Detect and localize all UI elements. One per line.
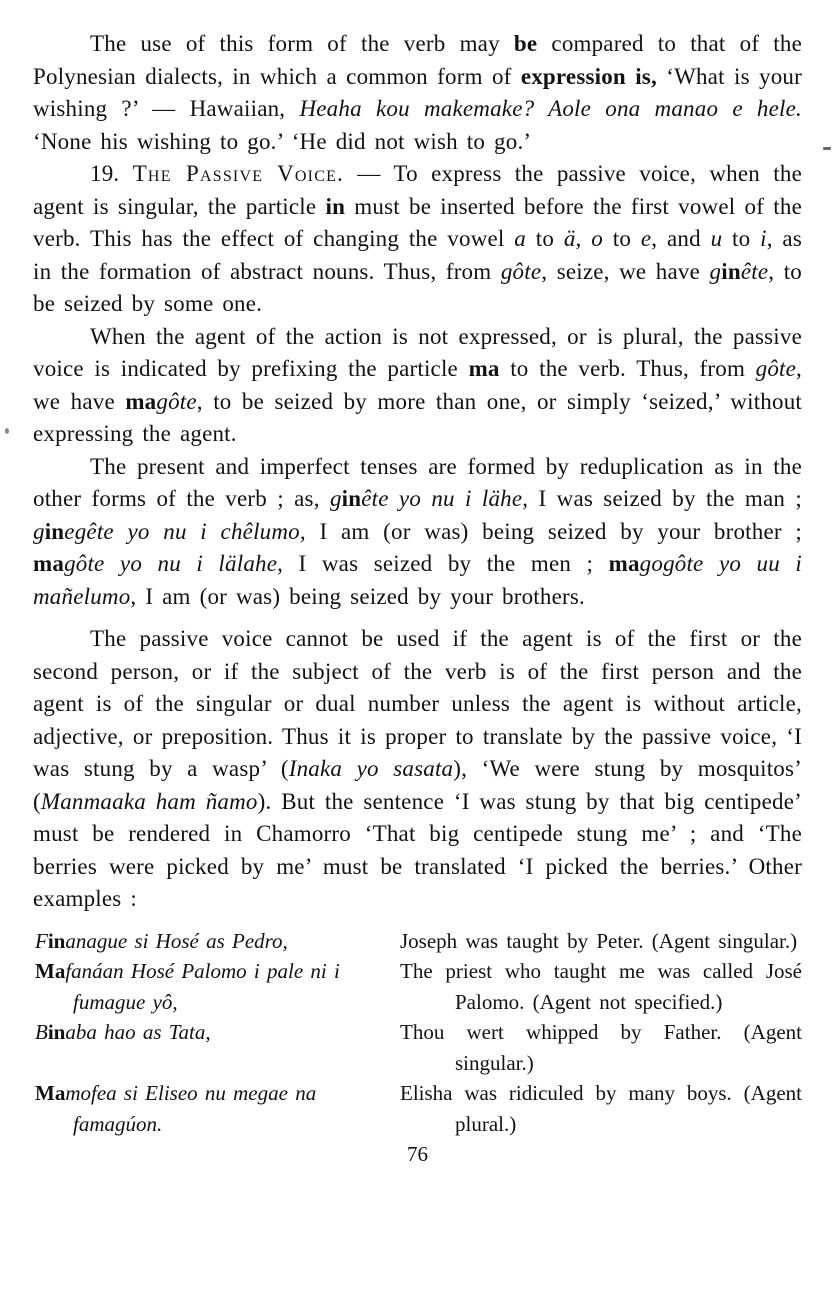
page-number: 76 [407,1142,428,1166]
chamorro-segment: fanáan Hosé Palomo i pale ni i fumague yô, [65,959,340,1014]
text-segment: in [325,193,346,219]
text-segment: be [513,31,538,56]
text-segment: , I am (or was) being seized by your brothers. [130,583,585,609]
text-segment: gôte [500,258,542,284]
translation-segment: Elisha was ridiculed by many boys. (Agent plural.) [400,1081,802,1136]
text-segment: ), ‘We were stung by mosquitos’ ( [33,756,802,814]
chamorro-segment: in [47,1020,66,1044]
text-segment: , we have [33,356,802,414]
text-segment: in [44,518,65,544]
paragraph [33,158,802,321]
example-row [33,1078,802,1139]
text-segment: ête yo nu i lähe [361,486,523,511]
example-row [33,956,802,1017]
text-segment: , to be seized by more than one, or simply ‘seized,’ without expressing the agent. [33,388,802,446]
text-segment: ête [740,258,769,284]
text-segment: ma [608,551,640,576]
text-segment: 19. [90,161,133,186]
text-segment: , I was seized by the man ; [522,486,802,511]
examples-list [33,926,802,1140]
text-segment: a [514,226,526,251]
paragraph [33,28,802,158]
text-segment: u [710,226,723,251]
translation-segment: The priest who taught me was called José Palomo. (Agent not specified.) [400,959,802,1014]
english-translation [400,1078,802,1139]
text-segment: ‘What is your wishing ?’ — Hawaiian, [33,63,802,121]
text-segment: gôte [156,388,197,414]
translation-segment: Thou wert whipped by Father. (Agent singular.) [400,1020,802,1075]
text-segment: , seize, we have [541,258,710,284]
text-segment: gôte yo nu i lälahe [64,551,278,576]
example-row [33,926,802,957]
text-segment: in [341,486,362,511]
text-segment: , as in the formation of abstract nouns. Thus, from [33,226,802,284]
translation-segment: Joseph was taught by Peter. (Agent singular.) [400,928,798,953]
chamorro-segment: mofea si Eliseo nu megae na famagúon. [65,1081,317,1136]
text-segment: to [722,226,761,251]
text-segment: g [33,518,45,544]
english-translation [400,1017,802,1078]
text-segment: ä [563,226,576,251]
text-segment: gogôte yo uu i mañelumo [33,551,802,609]
text-segment: The Passive Voice. [132,161,344,186]
text-segment: , I am (or was) being seized by your brother ; [299,518,802,544]
body-paragraphs [33,28,802,916]
scan-artifact-dash [823,147,831,150]
english-translation [400,956,802,1017]
text-block [33,28,802,1169]
text-segment: , [575,226,592,251]
text-segment: ma [125,388,157,414]
text-segment: must be inserted before the first vowel of the verb. This has the effect of changing the vowel [33,193,803,251]
text-segment: compared to that of the Polynesian dialects, in which a common form of [33,31,802,89]
text-segment: gôte [755,356,797,381]
text-segment: The passive voice cannot be used if the agent is of the first or the second person, or if the subject of the verb is of the first person and the agent is of the singular or dual number unless the agent is without article, adjective, or preposition. Thus it is proper to translate by the passive voice, ‘I was stung by a wasp’ ( [33,626,802,781]
text-segment: e [640,226,652,251]
text-segment: Heaha kou makemake? Aole ona manao e hele. [299,96,802,121]
chamorro-phrase [33,926,353,957]
chamorro-segment: in [47,928,66,953]
example-row [33,1017,802,1078]
paragraph [33,623,802,916]
chamorro-phrase [33,1078,353,1139]
text-segment: , I was seized by the men ; [277,551,609,576]
text-segment: , and [651,226,711,251]
text-segment: Inaka yo sasata [288,756,454,781]
chamorro-segment: Ma [35,1081,66,1105]
text-segment: expression is, [520,63,657,89]
text-segment: ma [33,551,65,576]
text-segment: to [526,226,564,251]
text-segment: to [602,226,641,251]
chamorro-phrase [33,956,353,1017]
text-segment: The use of this form of the verb may [90,31,514,56]
text-segment: to the verb. Thus, from [499,356,756,381]
text-segment: in [721,258,741,284]
scan-artifact-dot [5,428,9,434]
english-translation [400,926,802,957]
text-segment: o [591,226,603,251]
chamorro-phrase [33,1017,353,1078]
text-segment: , to be seized by some one. [33,258,802,316]
text-segment: When the agent of the action is not expressed, or is plural, the passive voice is indicated by prefixing the particle [33,323,802,381]
chamorro-segment: aba hao as Tata, [65,1020,211,1044]
paragraph [33,451,802,614]
text-segment: ma [468,356,500,381]
text-segment: ). But the sentence ‘I was stung by that big centipede’ must be rendered in Chamorro ‘That big centipede stung me’ ; and ‘The berries were picked by me’ must be translated ‘I picked the berries.’ Other examples : [33,788,802,911]
text-segment: g [329,486,342,511]
chamorro-segment: Ma [35,959,66,983]
text-segment: g [709,258,722,284]
text-segment: — To express the passive voice, when the agent is singular, the particle [33,161,802,219]
text-segment: egête yo nu i chêlumo [64,518,300,544]
chamorro-segment: B [35,1020,48,1044]
paragraph [33,321,802,451]
text-segment: i [760,226,767,251]
chamorro-segment: F [35,928,48,953]
text-segment: Manmaaka ham ñamo [40,788,258,814]
text-segment: ‘None his wishing to go.’ ‘He did not wish to go.’ [33,128,532,154]
chamorro-segment: anague si Hosé as Pedro, [65,928,288,953]
text-segment: The present and imperfect tenses are formed by reduplication as in the other forms of the verb ; as, [33,453,802,511]
